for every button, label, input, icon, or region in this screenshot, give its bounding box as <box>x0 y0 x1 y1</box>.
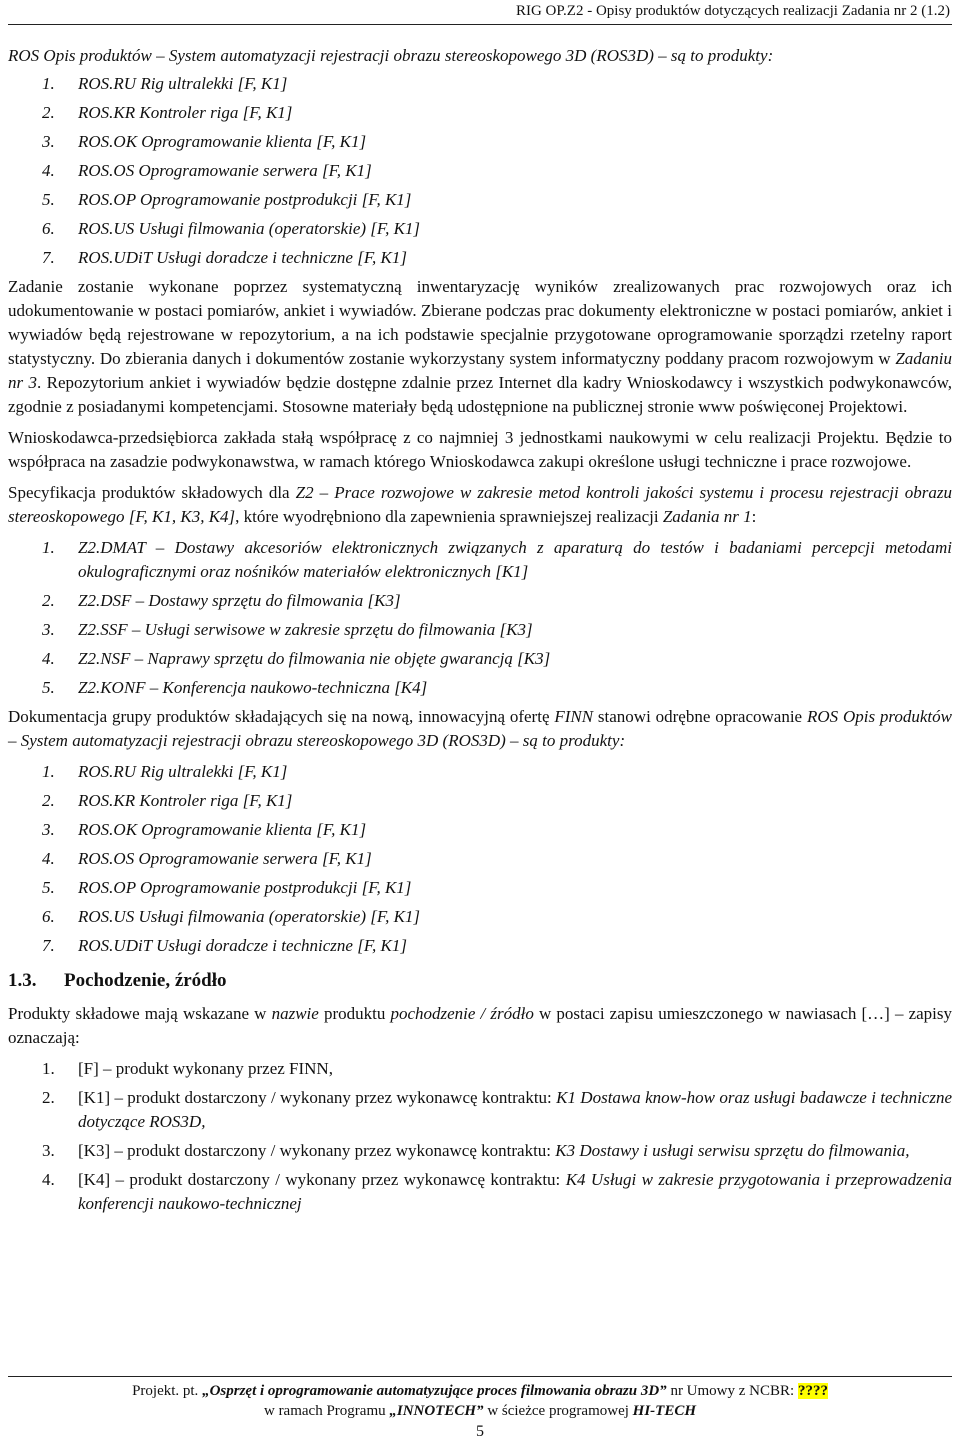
page-body <box>8 44 952 1221</box>
list-item: 7. ROS.UDiT Usługi doradcze i techniczne [F, K1] <box>42 936 407 955</box>
paragraph-cooperation: Wnioskodawca-przedsiębiorca zakłada stałą współpracę z co najmniej 3 jednostkami naukowymi w celu realizacji Projektu. Będzie to współpraca na zasadzie podwykonawstwa, w ramach którego Wnioskodawca zakupi określone usługi techniczne i prace rozwojowe. <box>8 428 952 471</box>
paragraph-documentation: Dokumentacja grupy produktów składających się na nową, innowacyjną ofertę FINN stanowi odrębne opracowanie ROS Opis produktów – System automatyzacji rejestracji obrazu stereoskopowego 3D (ROS3D) – są to produkty: <box>8 707 952 750</box>
list-item: 5. Z2.KONF – Konferencja naukowo-techniczna [K4] <box>42 678 428 697</box>
list-item: 3. [K3] – produkt dostarczony / wykonany przez wykonawcę kontraktu: K3 Dostawy i usługi serwisu sprzętu do filmowania, <box>42 1141 910 1160</box>
list-item: 4. ROS.OS Oprogramowanie serwera [F, K1] <box>42 849 372 868</box>
list-item: 4. ROS.OS Oprogramowanie serwera [F, K1] <box>42 161 372 180</box>
list-item: 1. ROS.RU Rig ultralekki [F, K1] <box>42 762 288 781</box>
list-item: 4. [K4] – produkt dostarczony / wykonany przez wykonawcę kontraktu: K4 Usługi w zakresie przygotowania i przeprowadzenia konferencji naukowo-technicznej <box>42 1170 952 1213</box>
footer-project-line: Projekt. pt. „Osprzęt i oprogramowanie automatyzujące proces filmowania obrazu 3D” nr Umowy z NCBR: ???? <box>132 1383 828 1399</box>
footer-rule <box>8 1376 952 1377</box>
list-item: 1. ROS.RU Rig ultralekki [F, K1] <box>42 74 288 93</box>
list-item: 3. ROS.OK Oprogramowanie klienta [F, K1] <box>42 132 367 151</box>
list-item: 6. ROS.US Usługi filmowania (operatorskie) [F, K1] <box>42 907 421 926</box>
origin-list <box>8 1057 952 1216</box>
list-item: 2. ROS.KR Kontroler riga [F, K1] <box>42 791 293 810</box>
list-item: 1. [F] – produkt wykonany przez FINN, <box>42 1059 333 1078</box>
list-item: 5. ROS.OP Oprogramowanie postprodukcji [F, K1] <box>42 878 412 897</box>
list-item: 7. ROS.UDiT Usługi doradcze i techniczne [F, K1] <box>42 248 407 267</box>
paragraph-origin: Produkty składowe mają wskazane w nazwie produktu pochodzenie / źródło w postaci zapisu umieszczonego w nawiasach […] – zapisy oznaczają: <box>8 1004 952 1047</box>
list-item: 1. Z2.DMAT – Dostawy akcesoriów elektronicznych związanych z aparaturą do testów i badaniami percepcji metodami okulograficznymi oraz nośników materiałów elektronicznych [K1] <box>42 538 952 581</box>
ros-list-2 <box>8 760 952 958</box>
page-number: 5 <box>476 1423 484 1440</box>
list-item: 3. Z2.SSF – Usługi serwisowe w zakresie sprzętu do filmowania [K3] <box>42 620 533 639</box>
list-item: 2. ROS.KR Kontroler riga [F, K1] <box>42 103 293 122</box>
running-header: RIG OP.Z2 - Opisy produktów dotyczących realizacji Zadania nr 2 (1.2) <box>515 3 950 19</box>
paragraph-specification: Specyfikacja produktów składowych dla Z2 – Prace rozwojowe w zakresie metod kontroli jakości systemu i procesu rejestracji obrazu stereoskopowego [F, K1, K3, K4], które wyodrębniono dla zapewnienia sprawniejszej realizacji Zadania nr 1: <box>8 483 952 526</box>
footer-program-line: w ramach Programu „INNOTECH” w ścieżce programowej HI-TECH <box>263 1403 697 1419</box>
list-item: 6. ROS.US Usługi filmowania (operatorskie) [F, K1] <box>42 219 421 238</box>
section-heading: 1.3. Pochodzenie, źródło <box>8 970 227 991</box>
z2-list <box>8 536 952 700</box>
list-item: 4. Z2.NSF – Naprawy sprzętu do filmowania nie objęte gwarancją [K3] <box>42 649 551 668</box>
header-rule <box>8 24 952 25</box>
paragraph-inventory: Zadanie zostanie wykonane poprzez systematyczną inwentaryzację wyników zrealizowanych prac rozwojowych oraz ich udokumentowanie w postaci pomiarów, ankiet i wywiadów. Zbierane podczas prac dokumenty elektroniczne w postaci pomiarów, ankiet i wywiadów będą rejestrowane w repozytorium, a na ich podstawie specjalnie przygotowane oprogramowanie sporządzi rzetelny raport statystyczny. Do zbierania danych i dokumentów zostanie wykorzystany system informatyczny poddany pracom rozwojowym w Zadaniu nr 3. Repozytorium ankiet i wywiadów będzie dostępne zdalnie przez Internet dla kadry Wnioskodawcy i wszystkich podwykonawców, zgodnie z posiadanymi kompetencjami. Stosowne materiały będą udostępnione na publicznej stronie www poświęconej Projektowi. <box>8 277 952 416</box>
list-item: 5. ROS.OP Oprogramowanie postprodukcji [F, K1] <box>42 190 412 209</box>
ros-list-1 <box>8 72 952 270</box>
list-item: 3. ROS.OK Oprogramowanie klienta [F, K1] <box>42 820 367 839</box>
list-item: 2. [K1] – produkt dostarczony / wykonany przez wykonawcę kontraktu: K1 Dostawa know-how oraz usługi badawcze i techniczne dotyczące ROS3D, <box>42 1088 953 1131</box>
page-footer <box>4 1381 956 1421</box>
intro-line: ROS Opis produktów – System automatyzacji rejestracji obrazu stereoskopowego 3D (ROS3D) – są to produkty: <box>8 46 774 65</box>
list-item: 2. Z2.DSF – Dostawy sprzętu do filmowania [K3] <box>42 591 401 610</box>
